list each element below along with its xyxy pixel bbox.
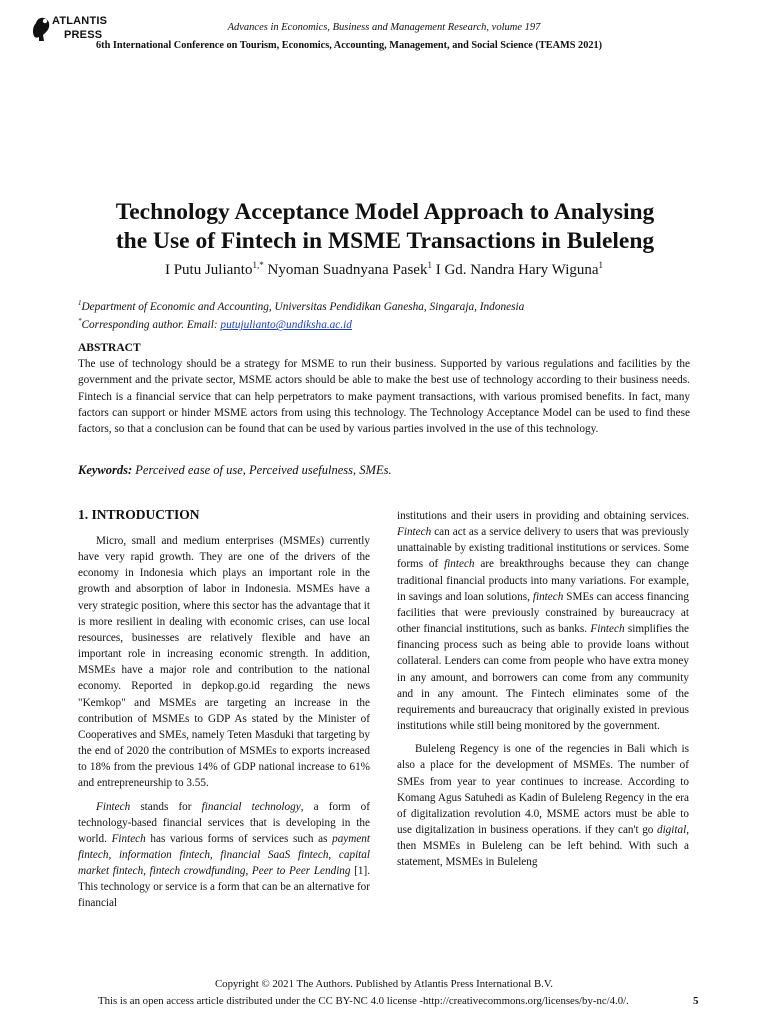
author-sup: 1 [598,260,604,270]
title-line-2: the Use of Fintech in MSME Transactions in Buleleng [115,228,655,254]
corresponding-line: *Corresponding author. Email: putujulianto@undiksha.ac.id [78,317,352,332]
series-title: Advances in Economics, Business and Management Research, volume 197 [227,22,541,33]
author-name: I Gd. Nandra Hary Wiguna [435,262,599,278]
logo-text-press: PRESS [64,29,103,41]
title-line-1: Technology Acceptance Model Approach to Analysing [115,199,655,225]
logo-text-atlantis: ATLANTIS [52,15,108,27]
keywords [78,463,392,478]
license-notice: This is an open access article distributed under the CC BY-NC 4.0 license -http://creativecommons.org/licenses/by-nc/4.0/. [98,995,629,1007]
right-column [397,508,689,870]
affiliations [78,296,524,333]
conference-title: 6th International Conference on Tourism, Economics, Accounting, Management, and Social Science (TEAMS 2021) [96,40,603,51]
paragraph: Fintech stands for financial technology, a form of technology-based financial services that is developing in the world. Fintech has various forms of services such as payment fintech, information fintech, financial SaaS fintech, capital market fintech, fintech crowdfunding, Peer to Peer Lending [1]. This technology or service is a form that can be an alternative for financial [78,800,371,910]
page-number: 5 [693,995,699,1007]
author-sup: 1,* [252,260,264,270]
paper-title [60,198,710,256]
paragraph: institutions and their users in providing and obtaining services. Fintech can act as a service delivery to users that was previously unattainable by existing traditional institutions or services. Some forms of fintech are breakthroughs because they can change traditional financial products into many variations. For example, in savings and loan solutions, fintech SMEs can access financing facilities that were previously constrained by bureaucracy at other financial institutions, such as banks. Fintech simplifies the financing process such as being able to provide loans without collateral. Lenders can come from people who have extra money in any amount, and borrowers can come from any community and in any amount. The Fintech eliminates some of the requirements and bureaucracy that originally existed in previous institutions while still being monitored by the government. [397,510,690,733]
author-name: Nyoman Suadnyana Pasek [267,262,428,278]
left-column [78,533,370,912]
paragraph: Micro, small and medium enterprises (MSMEs) currently have very rapid growth. They are one of the drivers of the economy in Indonesia which plays an important role in the growth and absorption of labor in Indonesia. MSMEs have a very strategic position, where this sector has the advantage that it is more resilient in dealing with economic crises, can use local resources, businesses are relatively flexible and have an important role in increasing economic strength. In addition, MSMEs have a major role and contribution to the national economy. Reported in depkop.go.id regarding the news "Kemkop" and MSMEs are targeting an increase in the contribution of MSMEs to GDP As stated by the Minister of Cooperatives and SMEs, namely Teten Masduki that targeting by the end of 2020 the contribution of MSMEs to exports increased to 18% from the previous 14% of GDP national increase to 61% and entrepreneurship to 3.55. [78,535,370,790]
keywords-label: Keywords: [78,463,133,477]
email-link[interactable]: putujulianto@undiksha.ac.id [220,319,352,332]
abstract-text: The use of technology should be a strategy for MSME to run their business. Supported by various regulations and facilities by the government and the private sector, MSME actors should be able to make the best use of technology according to their business needs. Fintech is a financial service that can help perpetrators to make payment transactions, with various promised benefits. In fact, many factors can support or hinder MSME actors from using this technology. The Technology Acceptance Model can be used to find these factors, so that a conclusion can be found that can be used by various parties involved in the use of this technology. [78,358,690,436]
affiliation-line: $^1$Department of Economic and Accounting, Universitas Pendidikan Ganesha, Singaraja, Indonesia [78,299,525,313]
author-name: I Putu Julianto [164,262,253,278]
section-heading: 1. INTRODUCTION [78,507,200,522]
paragraph: Buleleng Regency is one of the regencies in Bali which is also a place for the development of MSMEs. The number of SMEs from year to year continues to increase. According to Komang Agus Satuhedi as Kadin of Buleleng Regency in the era of digitalization revolution 4.0, MSME actors must be able to use digitalization in business operations. if they can't go digital, then MSMEs in Buleleng can be left behind. With such a statement, MSMEs in Buleleng [397,743,689,869]
keywords-text: Perceived ease of use, Perceived usefulness, SMEs. [135,463,392,477]
copyright-notice: Copyright © 2021 The Authors. Published by Atlantis Press International B.V. [214,978,553,990]
abstract-heading: ABSTRACT [78,342,141,354]
author-sup: 1 [427,260,432,270]
author-list [0,260,768,279]
